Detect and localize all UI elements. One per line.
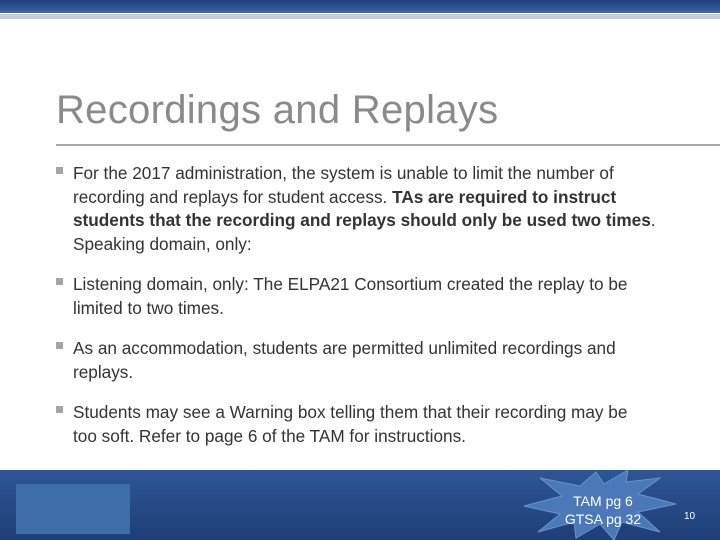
bullet-square-icon [56, 342, 63, 349]
footer-bar [0, 470, 720, 540]
bullet-square-icon [56, 167, 63, 174]
slide-title: Recordings and Replays [56, 88, 499, 132]
bullet-text: As an accommodation, students are permitted unlimited recordings and replays. [73, 338, 616, 382]
bullet-square-icon [56, 278, 63, 285]
footer-logo-box [16, 484, 130, 534]
bullet-list [56, 162, 656, 465]
reference-callout [538, 492, 668, 528]
bullet-item [56, 401, 656, 448]
callout-line-tam: TAM pg 6 [573, 493, 633, 509]
top-bar [0, 0, 720, 13]
top-rule [0, 14, 720, 19]
title-divider [56, 144, 720, 146]
bullet-text-bold: TAs are required to instruct students that the recording and replays should only be used two times [73, 186, 651, 230]
bullet-item [56, 337, 656, 384]
bullet-text: . Speaking domain, only: [73, 210, 656, 254]
bullet-item [56, 273, 656, 320]
bullet-text: Students may see a Warning box telling them that their recording may be too soft. Refer to page 6 of the TAM for instructions. [73, 402, 628, 446]
slide-number: 10 [684, 511, 696, 522]
bullet-item [56, 162, 656, 256]
callout-line-gtsa: GTSA pg 32 [564, 511, 642, 527]
bullet-square-icon [56, 406, 63, 413]
bullet-text: Listening domain, only: The ELPA21 Consortium created the replay to be limited to two times. [73, 274, 628, 318]
bullet-text: For the 2017 administration, the system is unable to limit the number of recording and replays for student access. [73, 163, 614, 207]
